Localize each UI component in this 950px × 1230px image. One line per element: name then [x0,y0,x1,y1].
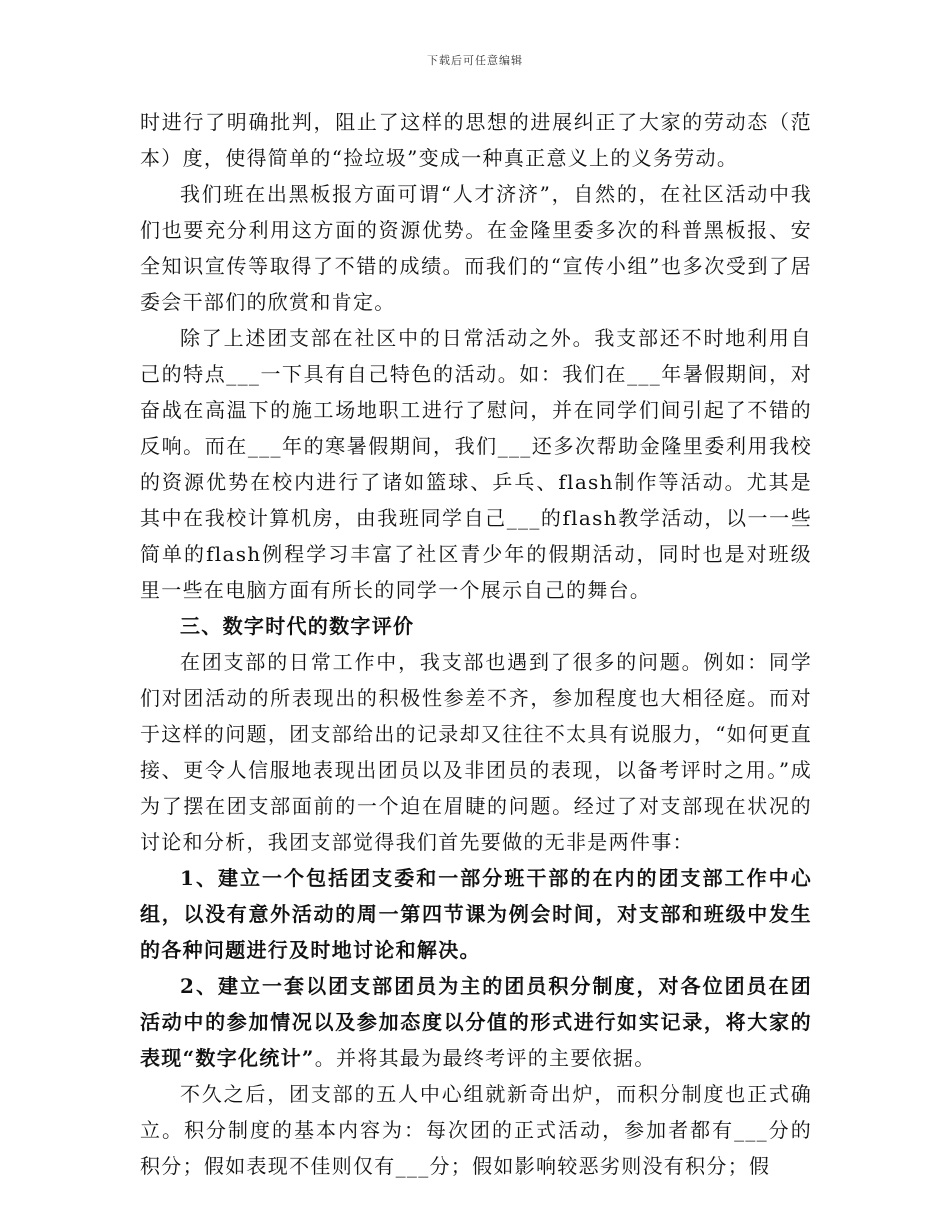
section-heading-3: 三、数字时代的数字评价 [180,614,415,638]
paragraph-3: 除了上述团支部在社区中的日常活动之外。我支部还不时地利用自己的特点___一下具有自己特色的活动。如：我们在___年暑假期间，对奋战在高温下的施工场地职工进行了慰问，并在同学们间引起了不错的反响。而在___年的寒暑假期间，我们___还多次帮助金隆里委利用我校的资源优势在校内进行了诸如篮球、乒乓、flash制作等活动。尤其是其中在我校计算机房，由我班同学自己___的flash教学活动，以一一些简单的flash例程学习丰富了社区青少年的假期活动，同时也是对班级里一些在电脑方面有所长的同学一个展示自己的舞台。 [140,326,812,602]
page-header: 下载后可任意编辑 [427,54,523,67]
paragraph-2: 我们班在出黑板报方面可谓“人才济济”，自然的，在社区活动中我们也要充分利用这方面的资源优势。在金隆里委多次的科普黑板报、安全知识宣传等取得了不错的成绩。而我们的“宣传小组”也多次受到了居委会干部们的欣赏和肯定。 [140,182,812,314]
paragraph-1: 时进行了明确批判，阻止了这样的思想的进展纠正了大家的劳动态（范本）度，使得简单的“捡垃圾”变成一种真正意义上的义务劳动。 [140,110,812,170]
list-item-2 [140,968,812,1076]
list-item-2-rest: 。并将其最为最终考评的主要依据。 [314,1046,656,1070]
paragraph-4: 在团支部的日常工作中，我支部也遇到了很多的问题。例如：同学们对团活动的所表现出的积极性参差不齐，参加程度也大相径庭。而对于这样的问题，团支部给出的记录却又往往不太具有说服力，“如何更直接、更令人信服地表现出团员以及非团员的表现，以备考评时之用。”成为了摆在团支部面前的一个迫在眉睫的问题。经过了对支部现在状况的讨论和分析，我团支部觉得我们首先要做的无非是两件事： [140,650,812,854]
document-body [140,104,812,1184]
paragraph-5: 不久之后，团支部的五人中心组就新奇出炉，而积分制度也正式确立。积分制度的基本内容为：每次团的正式活动，参加者都有___分的积分；假如表现不佳则仅有___分；假如影响较恶劣则没有积分；假 [140,1082,812,1178]
list-item-2-bold: 2、建立一套以团支部团员为主的团员积分制度，对各位团员在团活动中的参加情况以及参加态度以分值的形式进行如实记录，将大家的表现“数字化统计” [140,974,812,1070]
list-item-1: 1、建立一个包括团支委和一部分班干部的在内的团支部工作中心组，以没有意外活动的周一第四节课为例会时间，对支部和班级中发生的各种问题进行及时地讨论和解决。 [140,866,812,962]
